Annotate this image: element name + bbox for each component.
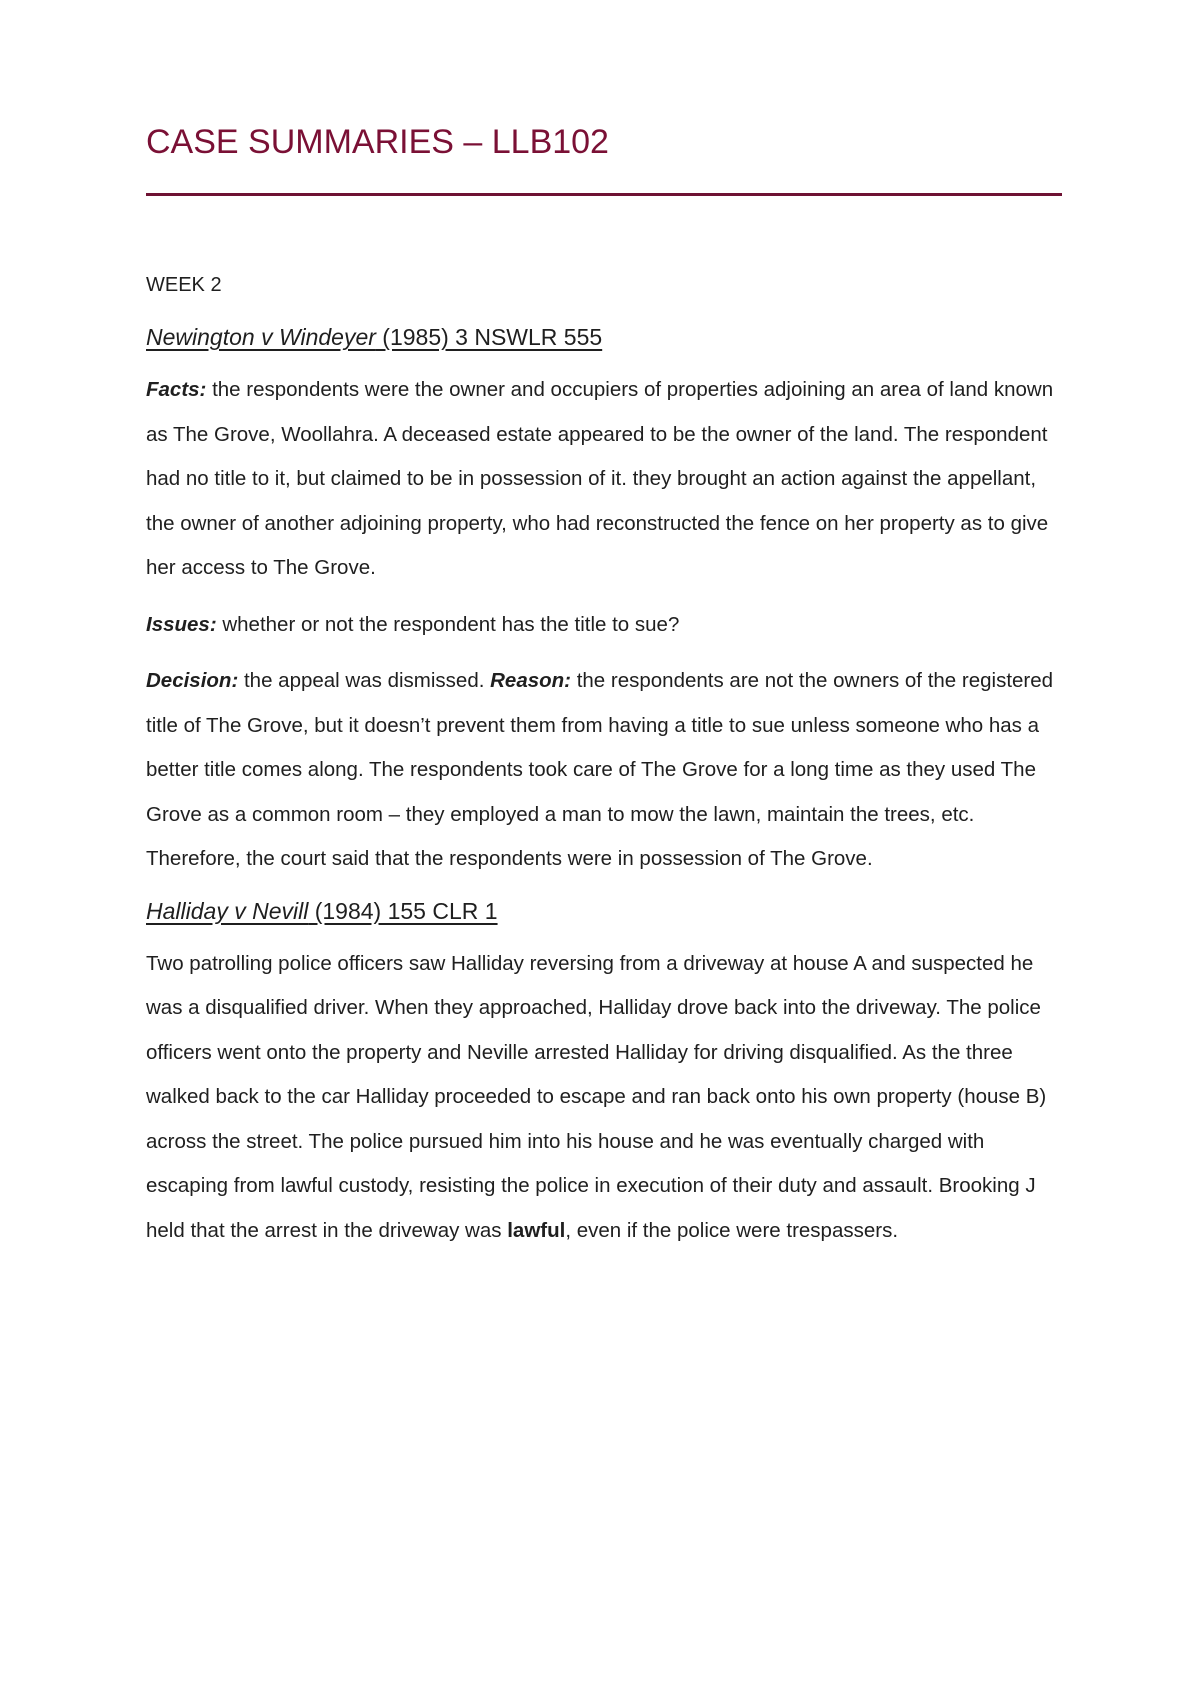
decision-label: Decision: bbox=[146, 669, 239, 692]
case-summary-newington bbox=[146, 320, 1062, 882]
week-heading: WEEK 2 bbox=[146, 274, 222, 296]
case-name: Newington v Windeyer bbox=[146, 324, 376, 350]
issues-text: whether or not the respondent has the title to sue? bbox=[216, 612, 680, 636]
decision-paragraph bbox=[146, 659, 1062, 882]
body-text-end: , even if the police were trespassers. bbox=[565, 1218, 899, 1242]
case-summary-halliday bbox=[146, 894, 1062, 1254]
document-body bbox=[146, 270, 1062, 1265]
issues-paragraph bbox=[146, 603, 1062, 648]
facts-label: Facts: bbox=[146, 378, 207, 401]
title-divider bbox=[146, 193, 1062, 196]
case-name: Halliday v Nevill bbox=[146, 897, 309, 924]
decision-text: the appeal was dismissed. bbox=[238, 669, 491, 692]
case-body-paragraph bbox=[146, 942, 1062, 1254]
case-citation: (1984) 155 CLR 1 bbox=[308, 897, 498, 924]
body-text: Two patrolling police officers saw Halliday reversing from a driveway at house A and suspected he was a disqualified driver. When they approached, Halliday drove back into the driveway. The police officers went onto the property and Neville arrested Halliday for driving disqualified. As the three walked back to the car Halliday proceeded to escape and ran back onto his own property (house B) across the street. The police pursued him into his house and he was eventually charged with escaping from lawful custody, resisting the police in execution of their duty and assault. Brooking J held that the arrest in the driveway was bbox=[146, 951, 1047, 1242]
case-heading bbox=[146, 320, 1062, 354]
document-title: CASE SUMMARIES – LLB102 bbox=[146, 123, 609, 161]
reason-text: the respondents are not the owners of the registered title of The Grove, but it doesn’t prevent them from having a title to sue unless someone who has a better title comes along. The respondents took care of The Grove for a long time as they used The Grove as a common room – they employed a man to mow the lawn, maintain the trees, etc. Therefore, the court said that the respondents were in possession of The Grove. bbox=[146, 669, 1054, 870]
facts-paragraph bbox=[146, 368, 1062, 591]
case-citation: (1985) 3 NSWLR 555 bbox=[375, 324, 603, 350]
body-emphasis: lawful bbox=[507, 1218, 566, 1242]
case-heading bbox=[146, 894, 1062, 928]
reason-label: Reason: bbox=[490, 669, 571, 692]
issues-label: Issues: bbox=[146, 612, 217, 636]
facts-text: the respondents were the owner and occupiers of properties adjoining an area of land known as The Grove, Woollahra. A deceased estate appeared to be the owner of the land. The respondent had no title to it, but claimed to be in possession of it. they brought an action against the appellant, the owner of another adjoining property, who had reconstructed the fence on her property as to give her access to The Grove. bbox=[146, 378, 1054, 579]
